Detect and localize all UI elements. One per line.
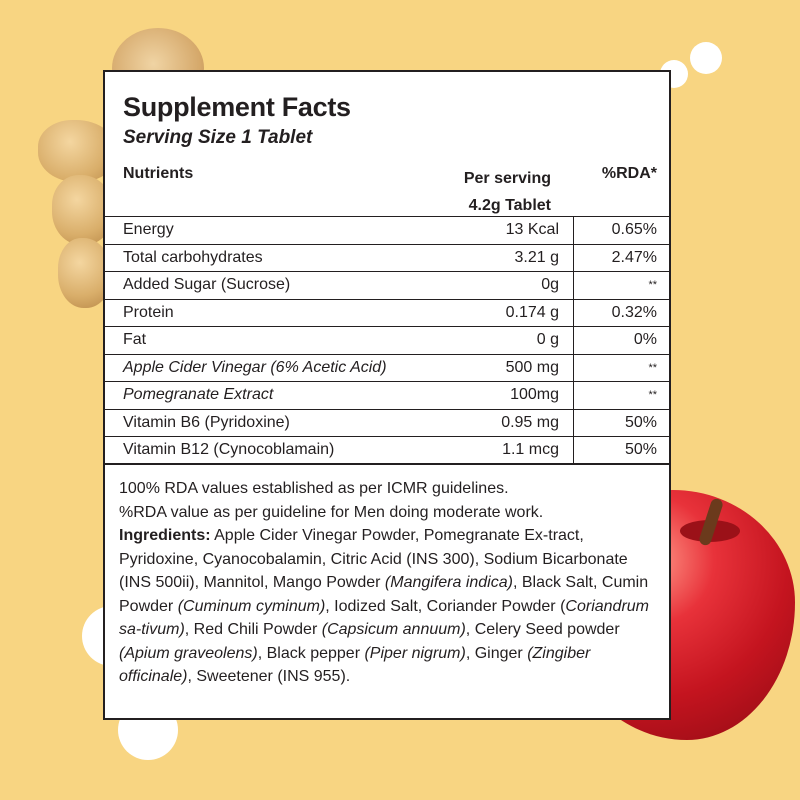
table-row <box>105 327 669 355</box>
serving-weight-label: 4.2g Tablet <box>468 197 551 214</box>
nutrient-rda: 0.32% <box>574 299 670 327</box>
nutrient-rda: 50% <box>574 437 670 465</box>
table-row <box>105 437 669 465</box>
ingredient-text: , Black pepper <box>257 644 365 662</box>
ingredient-text: Apple Cider Vinegar Powder, Pomegranate Ex-tract, Pyridoxine, Cyanocobalamin, Citric Acid (INS 300), Sodium Bicarbonate (INS 500ii), Mannitol, Mango Powder <box>119 527 628 591</box>
label-title: Supplement Facts <box>123 92 351 122</box>
serving-size: Serving Size 1 Tablet <box>123 127 313 148</box>
table-row <box>105 354 669 382</box>
nutrient-rda: 0.65% <box>574 217 670 245</box>
table-row <box>105 217 669 245</box>
nutrient-name: Added Sugar (Sucrose) <box>105 272 449 300</box>
rda-guideline-note: %RDA value as per guideline for Men doing moderate work. <box>119 503 544 521</box>
per-serving-label: Per serving <box>463 170 551 187</box>
ingredient-text: , Iodized Salt, Coriander Powder ( <box>325 597 566 615</box>
nutrient-amount: 13 Kcal <box>449 217 574 245</box>
ingredient-botanical-name: (Piper nigrum) <box>364 644 466 662</box>
background-dot <box>690 42 722 74</box>
nutrient-amount: 1.1 mcg <box>449 437 574 465</box>
nutrient-rda: ** <box>574 354 670 382</box>
nutrient-amount: 0.174 g <box>449 299 574 327</box>
ingredient-botanical-name: (Apium graveolens) <box>119 644 258 662</box>
ingredient-text: , Red Chili Powder <box>184 621 322 638</box>
nutrient-amount: 3.21 g <box>449 244 574 272</box>
ingredients-paragraph <box>119 524 659 689</box>
column-header-rda: %RDA* <box>601 165 657 182</box>
nutrient-amount: 0 g <box>449 327 574 355</box>
ingredient-text: , Black Salt, Cumin Powder <box>119 574 649 615</box>
nutrient-rda: 2.47% <box>574 244 670 272</box>
nutrient-name: Apple Cider Vinegar (6% Acetic Acid) <box>105 354 449 382</box>
ingredient-botanical-name: (Mangifera indica) <box>384 574 513 591</box>
nutrient-name: Protein <box>105 299 449 327</box>
table-row <box>105 409 669 437</box>
nutrient-table <box>105 216 669 465</box>
nutrient-amount: 500 mg <box>449 354 574 382</box>
nutrient-name: Vitamin B6 (Pyridoxine) <box>105 409 449 437</box>
nutrient-name: Fat <box>105 327 449 355</box>
nutrient-amount: 100mg <box>449 382 574 410</box>
nutrient-rda: 0% <box>574 327 670 355</box>
ingredient-text: , Celery Seed powder <box>465 621 620 638</box>
table-row <box>105 244 669 272</box>
label-notes <box>119 477 659 689</box>
ingredient-botanical-name: Coriandrum sa-tivum) <box>119 597 649 638</box>
nutrient-rda: ** <box>574 272 670 300</box>
ingredient-botanical-name: (Capsicum annuum) <box>321 621 466 638</box>
nutrient-name: Energy <box>105 217 449 245</box>
column-header-per-serving <box>464 165 551 219</box>
nutrient-name: Vitamin B12 (Cynocoblamain) <box>105 437 449 465</box>
table-row <box>105 272 669 300</box>
nutrient-rda: ** <box>574 382 670 410</box>
ingredient-text: , Sweetener (INS 955). <box>187 668 351 685</box>
nutrient-amount: 0g <box>449 272 574 300</box>
nutrient-amount: 0.95 mg <box>449 409 574 437</box>
ingredient-text: , Ginger <box>465 644 528 662</box>
ingredient-botanical-name: (Zingiber officinale) <box>119 644 591 685</box>
nutrient-rda: 50% <box>574 409 670 437</box>
supplement-facts-label <box>103 70 671 720</box>
ingredient-botanical-name: (Cuminum cyminum) <box>177 597 326 615</box>
table-row <box>105 299 669 327</box>
ingredients-label: Ingredients: <box>119 527 211 544</box>
nutrient-name: Pomegranate Extract <box>105 382 449 410</box>
nutrient-name: Total carbohydrates <box>105 244 449 272</box>
column-header-nutrients: Nutrients <box>123 165 194 182</box>
rda-note: 100% RDA values established as per ICMR guidelines. <box>119 480 509 497</box>
table-row <box>105 382 669 410</box>
